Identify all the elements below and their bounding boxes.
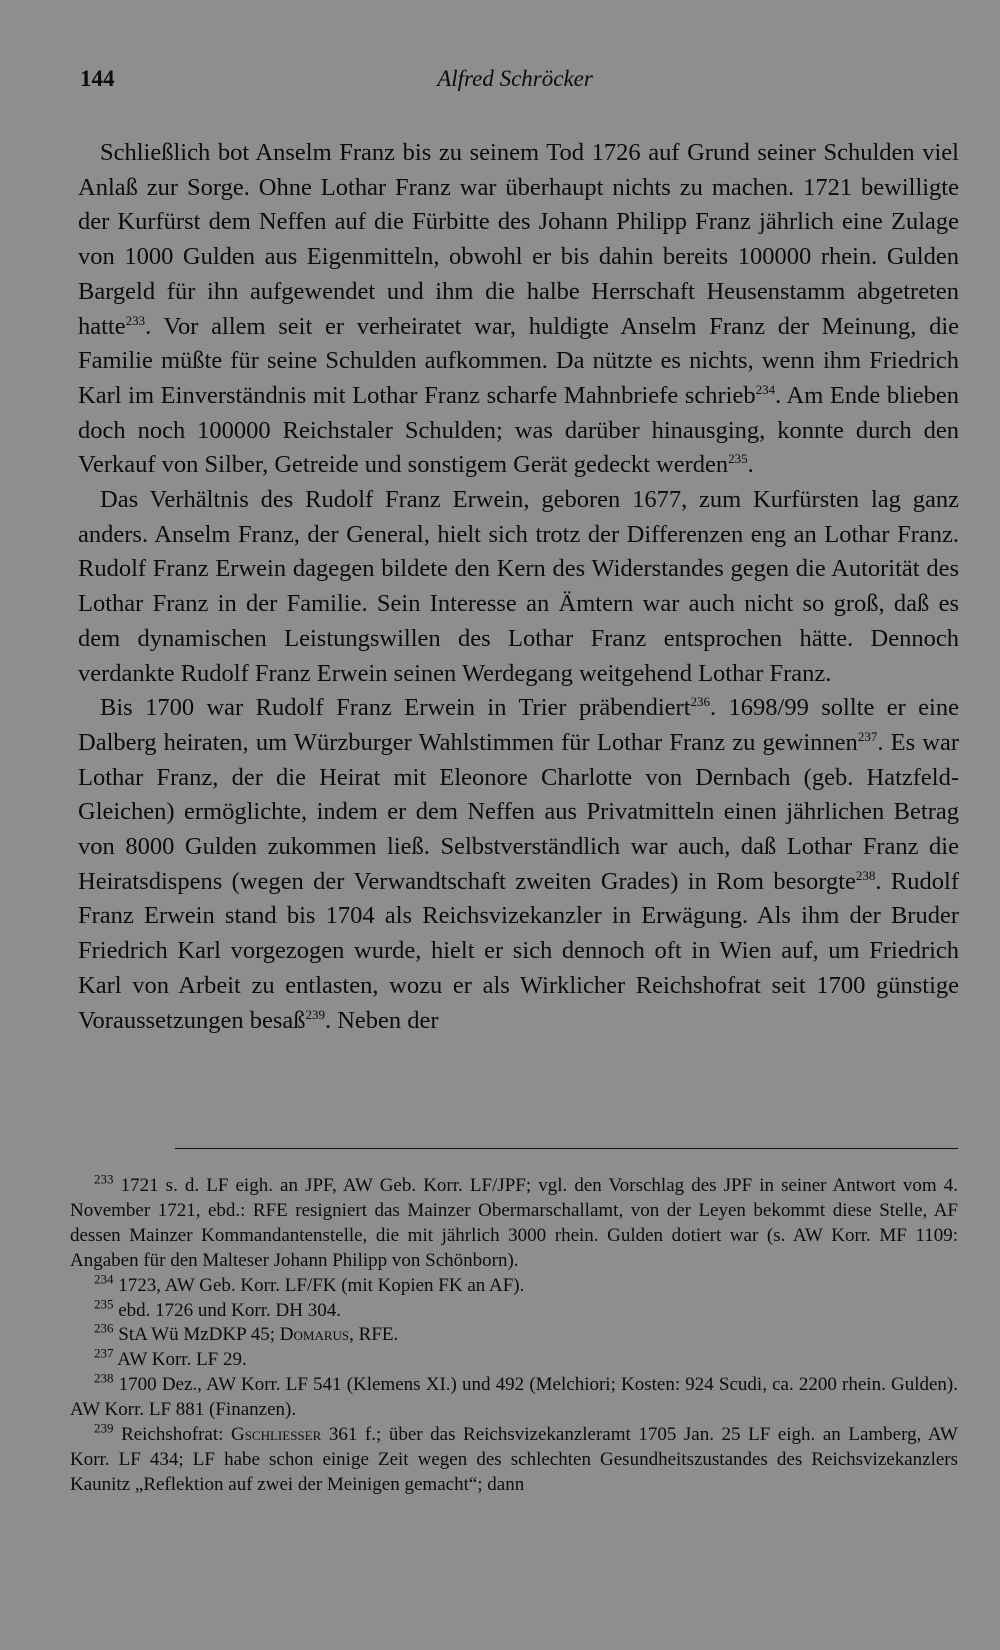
footnote: $^{236}$ StA Wü MzDKP 45; Domarus, RFE. — [94, 1321, 399, 1346]
footnote-number: 237 — [94, 1346, 114, 1362]
running-header — [80, 66, 950, 106]
footnote-ref[interactable]: 235 — [728, 451, 748, 467]
footnote-number: 235 — [94, 1296, 114, 1312]
footnote-number: 238 — [94, 1370, 114, 1386]
footnote: $^{238}$ 1700 Dez., AW Korr. LF 541 (Klemens XI.) und 492 (Melchiori; Kosten: 924 Scudi, ca. 2200 rhein. Gulden). AW Korr. LF 881 (Finanzen). — [70, 1370, 959, 1421]
footnote-separator — [175, 1148, 958, 1149]
paragraph-2: Das Verhältnis des Rudolf Franz Erwein, geboren 1677, zum Kurfürsten lag ganz anders. Anselm Franz, der General, hielt sich trotz der Differenzen eng an Lothar Franz. Rudolf Franz Erwein dagegen bildete den Kern des Widerstandes gegen die Autorität des Lothar Franz in der Familie. Sein Interesse an Ämtern war auch nicht so groß, daß es dem dynamischen Leistungswillen des Lothar Franz entsprochen hätte. Dennoch verdankte Rudolf Franz Erwein seinen Werdegang weitgehend Lothar Franz. — [78, 486, 959, 687]
footnotes — [70, 1171, 959, 1498]
paragraph-3: Bis 1700 war Rudolf Franz Erwein in Trier präbendiert$^{236}$. 1698/99 sollte er eine Dalberg heiraten, um Würzburger Wahlstimmen für Lothar Franz zu gewinnen$^{237}$. Es war Lothar Franz, der die Heirat mit Eleonore Charlotte von Dernbach (geb. Hatzfeld-Gleichen) ermöglichte, indem er dem Neffen aus Privatmitteln einen jährlichen Betrag von 8000 Gulden zukommen ließ. Selbstverständlich war auch, daß Lothar Franz die Heiratsdispens (wegen der Verwandtschaft zweiten Grades) in Rom besorgte$^{238}$. Rudolf Franz Erwein stand bis 1704 als Reichsvizekanzler in Erwägung. Als ihm der Bruder Friedrich Karl vorgezogen wurde, hielt er sich dennoch oft in Wien auf, um Friedrich Karl von Arbeit zu entlasten, wozu er als Wirklicher Reichshofrat seit 1700 günstige Voraussetzungen besaß$^{239}$. Neben der — [78, 694, 959, 1034]
footnote-number: 239 — [94, 1420, 114, 1436]
footnote: $^{237}$ AW Korr. LF 29. — [94, 1346, 247, 1371]
footnote-ref[interactable]: 238 — [855, 867, 876, 883]
footnote: $^{235}$ ebd. 1726 und Korr. DH 304. — [94, 1296, 341, 1321]
footnote-ref[interactable]: 236 — [690, 694, 711, 710]
running-head-author: Alfred Schröcker — [437, 66, 593, 91]
footnote-number: 233 — [94, 1171, 114, 1187]
main-text — [78, 136, 959, 1038]
footnote-ref[interactable]: 239 — [305, 1006, 325, 1022]
footnote: $^{239}$ Reichshofrat: Gschliesser 361 f.; über das Reichsvizekanzleramt 1705 Jan. 25 LF eigh. an Lamberg, AW Korr. LF 434; LF habe schon einige Zeit wegen des schlechten Gesundheitszustandes des Reichsvizekanzlers Kaunitz „Reflektion auf zwei der Meinigen gemacht“; dann — [70, 1420, 958, 1495]
footnote-ref[interactable]: 233 — [125, 312, 146, 328]
footnote-ref[interactable]: 234 — [755, 381, 776, 397]
footnote: $^{233}$ 1721 s. d. LF eigh. an JPF, AW Geb. Korr. LF/JPF; vgl. den Vorschlag des JPF in seiner Antwort vom 4. November 1721, ebd.: RFE resigniert das Mainzer Obermarschallamt, von der Leyen bekommt diese Stelle, AF dessen Mainzer Kommandantenstelle, die mit jährlich 3000 rhein. Gulden dotiert war (s. AW Korr. MF 1109: Angaben für den Malteser Johann Philipp von Schönborn). — [70, 1171, 959, 1271]
page-number: 144 — [80, 66, 115, 91]
footnote-ref[interactable]: 237 — [857, 728, 878, 744]
footnote-number: 236 — [94, 1321, 114, 1337]
footnote-number: 234 — [94, 1271, 114, 1287]
footnote: $^{234}$ 1723, AW Geb. Korr. LF/FK (mit Kopien FK an AF). — [94, 1271, 525, 1296]
paragraph-1: Schließlich bot Anselm Franz bis zu seinem Tod 1726 auf Grund seiner Schulden viel Anlaß zur Sorge. Ohne Lothar Franz war überhaupt nichts zu machen. 1721 bewilligte der Kurfürst dem Neffen auf die Fürbitte des Johann Philipp Franz jährlich eine Zulage von 1000 Gulden aus Eigenmitteln, obwohl er bis dahin bereits 100000 rhein. Gulden Bargeld für ihn aufgewendet und ihm die halbe Herrschaft Heusenstamm abgetreten hatte$^{233}$. Vor allem seit er verheiratet war, huldigte Anselm Franz der Meinung, die Familie müßte für seine Schulden aufkommen. Da nützte es nichts, wenn ihm Friedrich Karl im Einverständnis mit Lothar Franz scharfe Mahnbriefe schrieb$^{234}$. Am Ende blieben doch noch 100000 Reichstaler Schulden; was darüber hinausging, konnte durch den Verkauf von Silber, Getreide und sonstigem Gerät gedeckt werden$^{235}$. — [78, 139, 959, 479]
